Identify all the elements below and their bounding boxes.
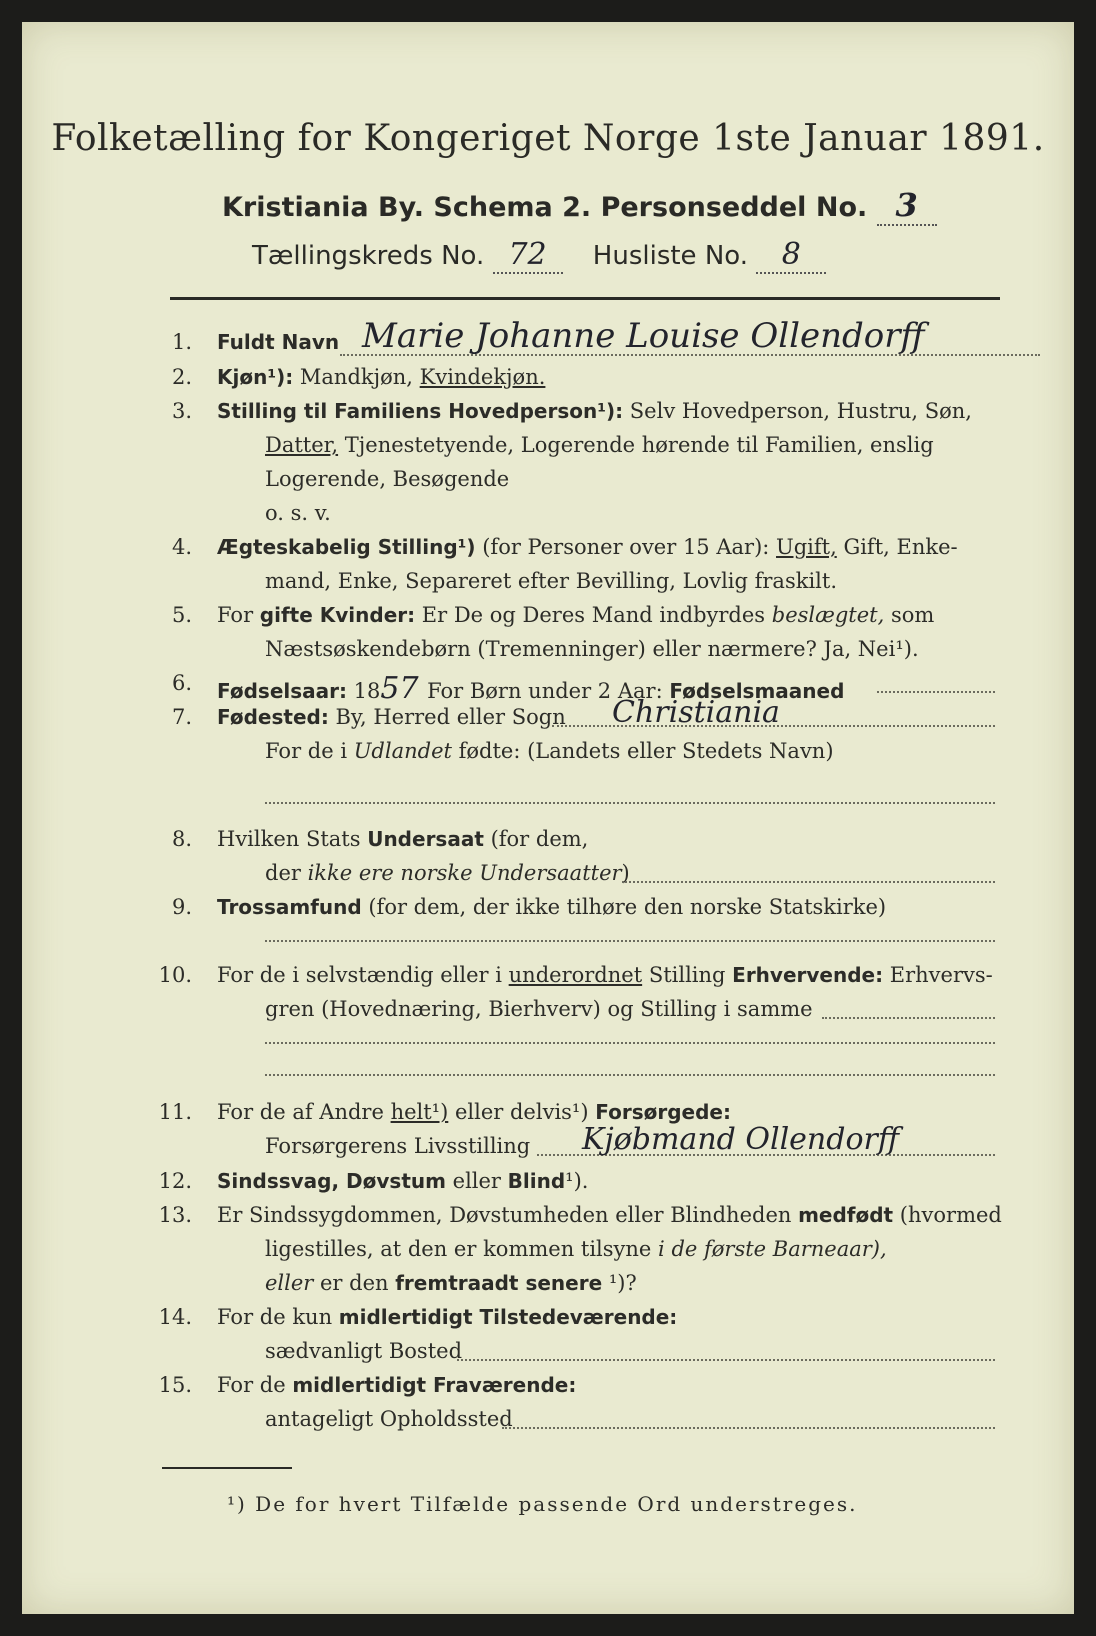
support-selected: helt¹) (390, 1100, 449, 1124)
kreds-line (252, 237, 826, 274)
item-number: 2. (171, 365, 192, 389)
disability-label: Sindssvag, Døvstum (217, 1169, 446, 1193)
sex-selected: Kvindekjøn. (419, 365, 546, 389)
item-number: 14. (158, 1305, 192, 1329)
schema-line (222, 186, 937, 226)
item-number: 10. (158, 963, 192, 987)
item-number: 7. (171, 705, 192, 729)
schema-label: Kristiania By. Schema 2. Personseddel No. (222, 192, 868, 223)
item-number: 1. (171, 330, 192, 354)
temporarily-absent-label: midlertidigt Fraværende: (292, 1373, 577, 1397)
item-number: 6. (171, 671, 192, 695)
marital-status-selected: Ugift, (776, 535, 837, 559)
item-number: 3. (171, 399, 192, 423)
employment-selected: underordnet (508, 963, 643, 987)
item-number: 11. (158, 1100, 192, 1124)
birth-year-label: Fødselsaar: (217, 679, 347, 703)
form-title: Folketælling for Kongeriget Norge 1ste Januar 1891. (51, 118, 1045, 159)
occupation-label: Erhvervende: (732, 963, 884, 987)
husliste-label: Husliste No. (592, 241, 748, 271)
provider-occupation-value: Kjøbmand Ollendorff (582, 1122, 900, 1157)
footnote-divider (162, 1467, 292, 1469)
citizenship-label: Undersaat (367, 827, 484, 851)
sex-options: Mandkjøn, (293, 365, 420, 389)
full-name-value: Marie Johanne Louise Ollendorff (362, 316, 925, 356)
birth-month-label: Fødselsmaaned (669, 679, 845, 703)
personseddel-number: 3 (877, 186, 937, 226)
congenital-label: medfødt (798, 1203, 894, 1227)
married-women-label: gifte Kvinder: (259, 603, 416, 627)
supported-label: Forsørgede: (595, 1100, 731, 1124)
item-number: 4. (171, 535, 192, 559)
family-position-label: Stilling til Familiens Hovedperson¹): (217, 399, 624, 423)
husliste-number: 8 (756, 237, 826, 274)
birthplace-value: Christiania (612, 695, 780, 730)
religion-line (265, 940, 995, 942)
census-form-page: Folketælling for Kongeriget Norge 1ste Januar 1891. Kristiania By. Schema 2. Personseddel No. 3 Tællingskreds No. 72 Husliste No. 8 1. Fuldt Navn Marie Johanne Louise Ollendorff 2. Kjøn¹): Mandkjøn, Kvindekjøn. 3. Stilling til Familiens Hovedperson¹): Selv Hovedperson, Hustru, Søn, Datter, Tjenestetyende, Logerende hørende til Familien, enslig Logerende, Besøgende o. s. v. 4. Ægteskabelig Stilling¹) (for Personer over 15 Aar): Ugift, Gift, Enke- mand, Enke, Separeret efter Bevilling, Lovlig fraskilt. 5. For gifte Kvinder: Er De og Deres Mand indbyrdes beslægtet, som Næstsøskendebørn (Tremenninger) eller nærmere? Ja, Nei¹). 6. Fødselsaar: 1857 For Børn under 2 Aar: Fødselsmaaned 7. Fødested: By, Herred eller Sogn Christiania For de i Udlandet fødte: (Landets eller Stedets Navn) 8. Hvilken Stats Undersaat (for dem, der ikke ere norske Undersaatter) 9. Trossamfund (for dem, der ikke tilhøre den norske Statskirke) 10. For de i selvstændig eller i underordnet Stilling Erhvervende: Erhvervs- gren (Hovednæring, Bierhverv) og Stilling i samme 11. For de af Andre helt¹) eller delvis¹) Forsørgede: Forsørgerens Livsstilling Kjøbmand Ollendorff 12. Sindssvag, Døvstum eller Blind¹). 13. Er Sindssygdommen, Døvstumheden eller Blindheden medfødt (hvormed ligestilles, at den er kommen tilsyne i de første Barneaar), eller er den fremtraadt senere ¹)? 14. For de kun midlertidigt Tilstedeværende: sædvanligt Bosted 15. For de midlertidigt Fraværende: antageligt Opholdssted ¹) De for hvert Tilfælde passende Ord understreges. (22, 22, 1074, 1614)
full-name-label: Fuldt Navn (217, 330, 340, 354)
birth-year-value: 57 (380, 671, 419, 706)
temporarily-present-label: midlertidigt Tilstedeværende: (338, 1305, 678, 1329)
kreds-label: Tællingskreds No. (252, 241, 485, 271)
birthplace-label: Fødested: (217, 705, 329, 729)
family-position-options: Selv Hovedperson, Hustru, Søn, (623, 399, 972, 423)
foreign-birthplace-line (265, 802, 995, 804)
item-number: 9. (171, 895, 192, 919)
footnote: ¹) De for hvert Tilfælde passende Ord understreges. (227, 1492, 858, 1516)
marital-status-label: Ægteskabelig Stilling¹) (217, 535, 476, 559)
item-number: 15. (158, 1373, 192, 1397)
religion-label: Trossamfund (217, 895, 362, 919)
item-number: 5. (171, 603, 192, 627)
header-divider (170, 297, 1000, 300)
item-number: 8. (171, 827, 192, 851)
family-position-selected: Datter, (265, 433, 339, 457)
item-number: 12. (158, 1169, 192, 1193)
item-number: 13. (158, 1203, 192, 1227)
kreds-number: 72 (493, 237, 563, 274)
sex-label: Kjøn¹): (217, 365, 294, 389)
